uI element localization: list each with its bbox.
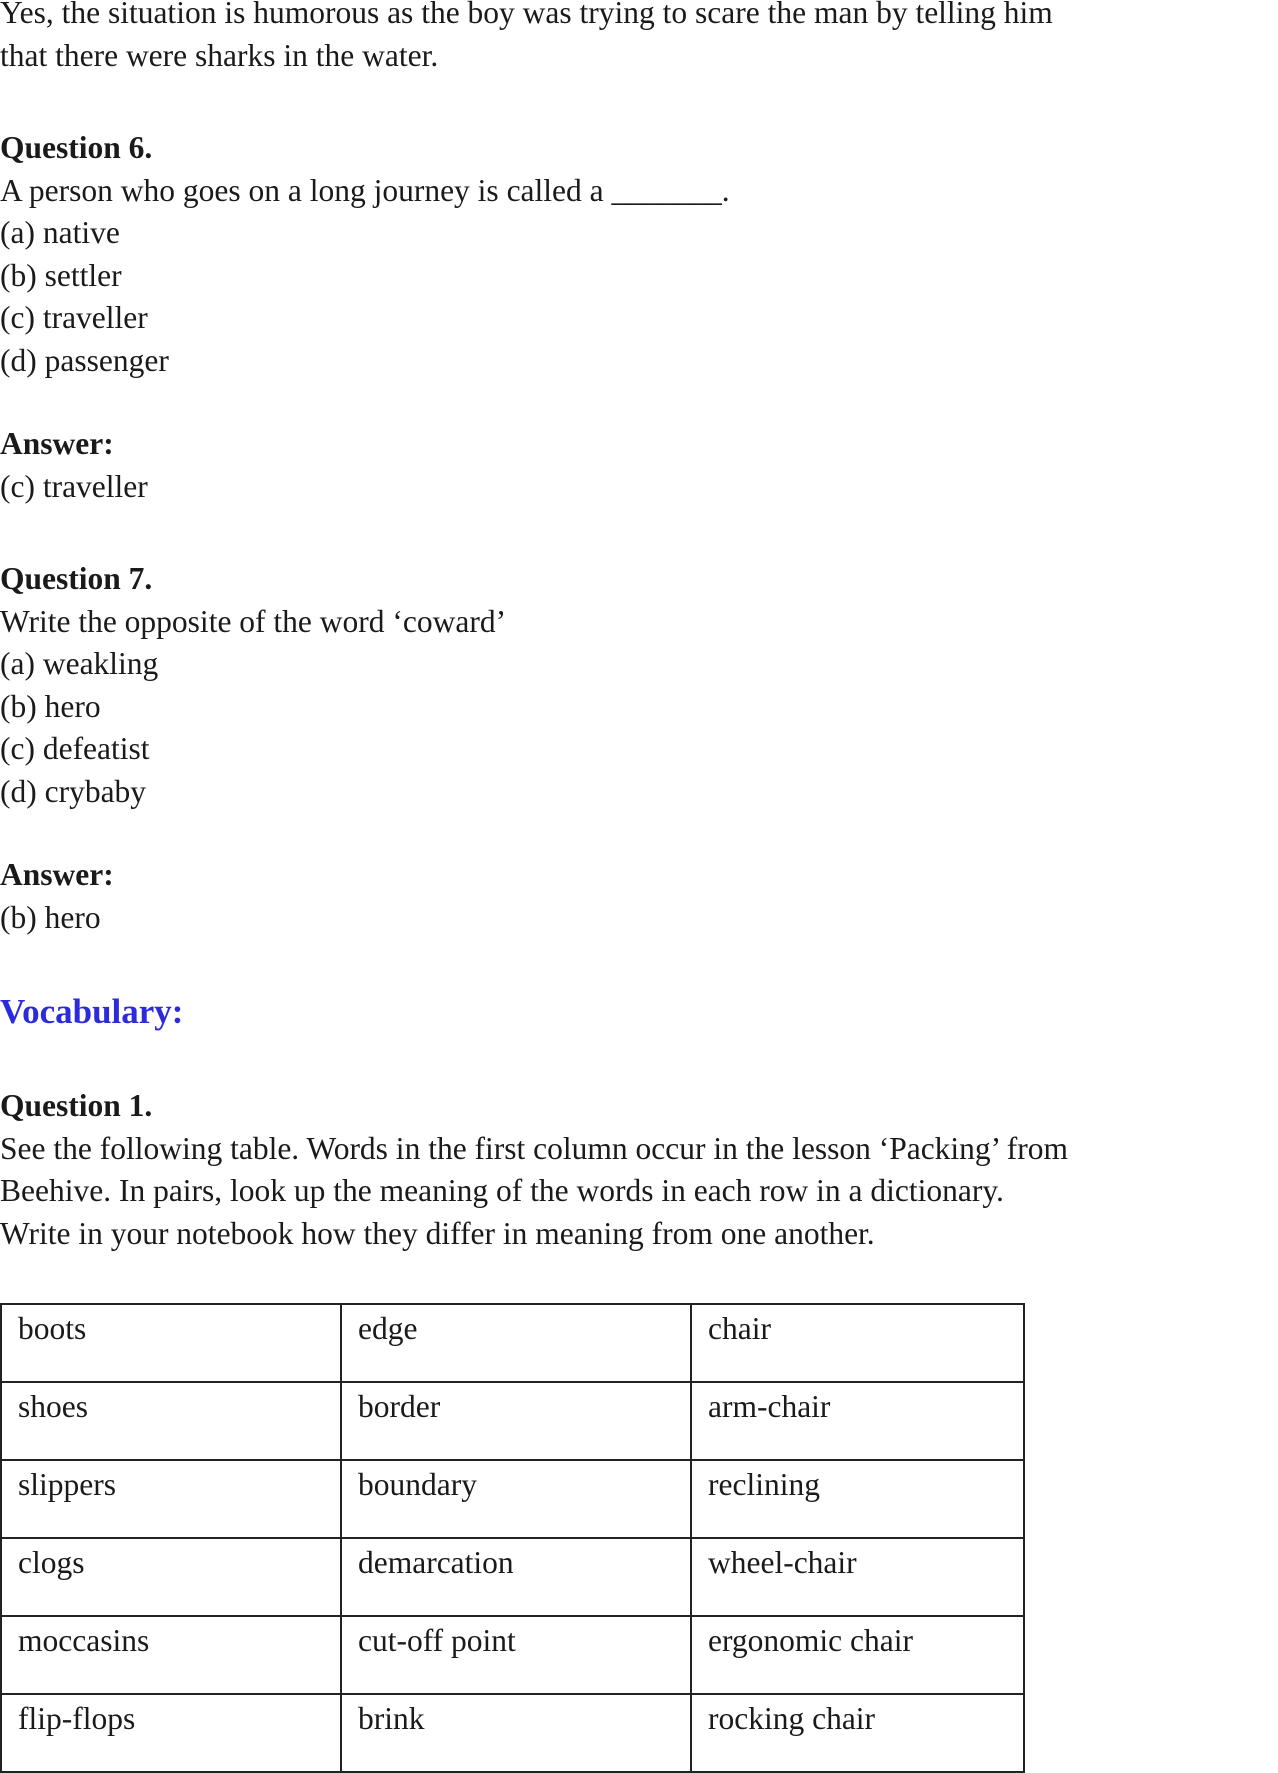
table-row: [1, 1538, 1024, 1616]
table-cell: boots: [1, 1304, 341, 1382]
answer-label: Answer:: [0, 426, 114, 461]
table-row: [1, 1694, 1024, 1772]
table-cell: ergonomic chair: [691, 1616, 1024, 1694]
table-row: [1, 1460, 1024, 1538]
option: (d) crybaby: [0, 773, 147, 809]
table-cell: arm-chair: [691, 1382, 1024, 1460]
answer-text: (c) traveller: [0, 468, 148, 504]
table-cell: clogs: [1, 1538, 341, 1616]
table-cell: slippers: [1, 1460, 341, 1538]
option: (a) weakling: [0, 646, 159, 681]
table-cell: brink: [341, 1694, 691, 1772]
table-row: [1, 1382, 1024, 1460]
answer-6: [0, 423, 148, 508]
table-cell: moccasins: [1, 1616, 341, 1694]
option: (b) hero: [0, 688, 101, 724]
vocabulary-heading: Vocabulary:: [0, 992, 184, 1031]
vocabulary-table: [0, 1303, 1025, 1773]
option: (c) traveller: [0, 300, 148, 335]
question-6: [0, 127, 730, 382]
table-cell: demarcation: [341, 1538, 691, 1616]
text-line: Beehive. In pairs, look up the meaning of the words in each row in a dictionary.: [0, 1173, 1004, 1208]
intro-paragraph: [0, 0, 1053, 77]
table-row: [1, 1616, 1024, 1694]
table-cell: boundary: [341, 1460, 691, 1538]
table-cell: edge: [341, 1304, 691, 1382]
question-title: Question 1.: [0, 1088, 153, 1123]
question-title: Question 6.: [0, 130, 153, 165]
text-line: Write in your notebook how they differ in meaning from one another.: [0, 1215, 875, 1251]
answer-7: [0, 854, 114, 939]
question-prompt: A person who goes on a long journey is called a _______.: [0, 172, 730, 208]
table-cell: shoes: [1, 1382, 341, 1460]
table-row: [1, 1304, 1024, 1382]
question-title: Question 7.: [0, 561, 153, 596]
answer-text: (b) hero: [0, 899, 101, 935]
option: (c) defeatist: [0, 731, 150, 766]
option: (a) native: [0, 215, 120, 250]
table-cell: reclining: [691, 1460, 1024, 1538]
text-line: that there were sharks in the water.: [0, 37, 439, 73]
table-cell: wheel-chair: [691, 1538, 1024, 1616]
table-cell: chair: [691, 1304, 1024, 1382]
table-cell: border: [341, 1382, 691, 1460]
question-prompt: Write the opposite of the word ‘coward’: [0, 603, 507, 639]
table-cell: flip-flops: [1, 1694, 341, 1772]
table-cell: cut-off point: [341, 1616, 691, 1694]
text-line: See the following table. Words in the first column occur in the lesson ‘Packing’ from: [0, 1130, 1068, 1166]
table-cell: rocking chair: [691, 1694, 1024, 1772]
text-line: Yes, the situation is humorous as the boy was trying to scare the man by telling him: [0, 0, 1053, 30]
vocab-question-1: [0, 1085, 1068, 1255]
question-7: [0, 558, 506, 813]
answer-label: Answer:: [0, 857, 114, 892]
option: (d) passenger: [0, 342, 169, 378]
option: (b) settler: [0, 257, 122, 293]
